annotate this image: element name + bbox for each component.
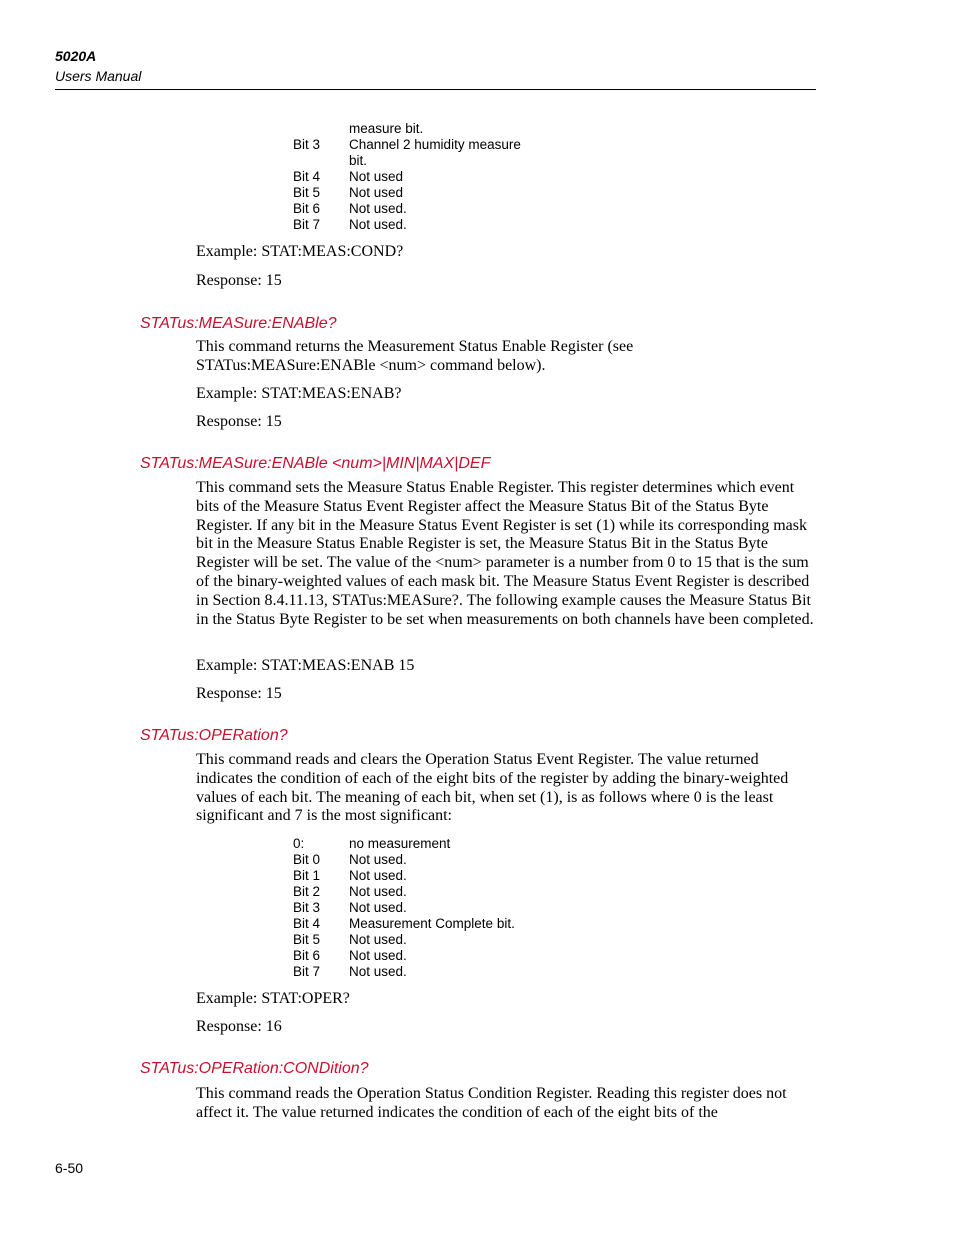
bit-row: [293, 201, 539, 217]
bit-label: Bit 4: [293, 916, 321, 931]
body-paragraph: This command returns the Measurement Status Enable Register (see STATus:MEASure:ENABle <num> command below).: [196, 338, 634, 374]
bit-label: Bit 3: [293, 137, 321, 152]
bit-list-operation: [293, 836, 539, 980]
bit-label: Bit 5: [293, 932, 321, 947]
response-text: Response: 15: [196, 272, 282, 289]
body-paragraph: This command sets the Measure Status Enable Register. This register determines which event bits of the Measure Status Event Register affect the Measure Status Bit of the Status Byte Register. If any bit in the Measure Status Event Register is set (1) while its corresponding mask bit in the Measure Status Enable Register is set, the Measure Status Bit in the Status Byte Register will be set. The value of the <num> parameter is a number from 0 to 15 that is the sum of the binary-weighted values of each mask bit. The Measure Status Event Register is described in Section 8.4.11.13, STATus:MEASure?. The following example causes the Measure Status Bit in the Status Byte Register to be set when measurements on both channels have been completed.: [196, 479, 814, 628]
manual-subtitle: Users Manual: [55, 68, 142, 84]
response-text: Response: 15: [196, 413, 282, 430]
bit-label: Bit 0: [293, 852, 321, 867]
bit-label: Bit 6: [293, 201, 321, 216]
bit-row: [293, 121, 539, 137]
bit-description: Not used.: [349, 948, 407, 963]
bit-label: [293, 121, 349, 137]
bit-label: Bit 1: [293, 868, 321, 883]
example-text: Example: STAT:OPER?: [196, 990, 350, 1007]
bit-label: Bit 2: [293, 884, 321, 899]
bit-row: [293, 964, 539, 980]
bit-description: Not used: [349, 185, 404, 200]
section-heading: STATus:MEASure:ENABle?: [140, 315, 337, 332]
bit-row: [293, 217, 539, 233]
bit-description: Not used: [349, 169, 404, 184]
section-heading: STATus:OPERation:CONDition?: [140, 1060, 369, 1077]
bit-description: Channel 2 humidity measure bit.: [349, 137, 521, 168]
manual-title: 5020A: [55, 48, 97, 64]
bit-row: [293, 948, 539, 964]
example-text: Example: STAT:MEAS:ENAB?: [196, 385, 402, 402]
section-heading: STATus:MEASure:ENABle <num>|MIN|MAX|DEF: [140, 455, 491, 472]
bit-row: [293, 932, 539, 948]
bit-row: [293, 900, 539, 916]
bit-row: [293, 868, 539, 884]
bit-description: Not used.: [349, 884, 407, 899]
section-heading: STATus:OPERation?: [140, 727, 288, 744]
bit-row: [293, 836, 539, 852]
bit-row: [293, 185, 539, 201]
bit-description: Not used.: [349, 201, 407, 216]
response-text: Response: 16: [196, 1018, 282, 1035]
header-divider: [55, 89, 816, 90]
bit-description: Not used.: [349, 852, 407, 867]
bit-row: [293, 916, 539, 932]
response-text: Response: 15: [196, 685, 282, 702]
bit-row: [293, 884, 539, 900]
body-paragraph: This command reads the Operation Status Condition Register. Reading this register does not affect it. The value returned indicates the condition of each of the eight bits of the: [196, 1085, 787, 1121]
example-text: Example: STAT:MEAS:ENAB 15: [196, 657, 415, 674]
bit-description: Not used.: [349, 964, 407, 979]
bit-description: Not used.: [349, 217, 407, 232]
bit-label: Bit 3: [293, 900, 321, 915]
bit-label: Bit 4: [293, 169, 321, 184]
bit-row: [293, 169, 539, 185]
body-paragraph: This command reads and clears the Operation Status Event Register. The value returned indicates the condition of each of the eight bits of the register by adding the binary-weighted values of each bit. The meaning of each bit, when set (1), is as follows where 0 is the least significant and 7 is the most significant:: [196, 751, 789, 825]
example-text: Example: STAT:MEAS:COND?: [196, 243, 404, 260]
bit-description: measure bit.: [349, 121, 424, 136]
bit-label: Bit 6: [293, 948, 321, 963]
bit-description: Not used.: [349, 900, 407, 915]
bit-description: Not used.: [349, 868, 407, 883]
bit-label: Bit 5: [293, 185, 321, 200]
bit-description: no measurement: [349, 836, 451, 851]
bit-row: [293, 137, 539, 169]
bit-description: Not used.: [349, 932, 407, 947]
page-number: 6-50: [55, 1160, 84, 1176]
bit-label: Bit 7: [293, 217, 321, 232]
bit-label: 0:: [293, 836, 305, 851]
bit-label: Bit 7: [293, 964, 321, 979]
bit-description: Measurement Complete bit.: [349, 916, 515, 931]
bit-row: [293, 852, 539, 868]
bit-list-measure: [293, 121, 539, 233]
